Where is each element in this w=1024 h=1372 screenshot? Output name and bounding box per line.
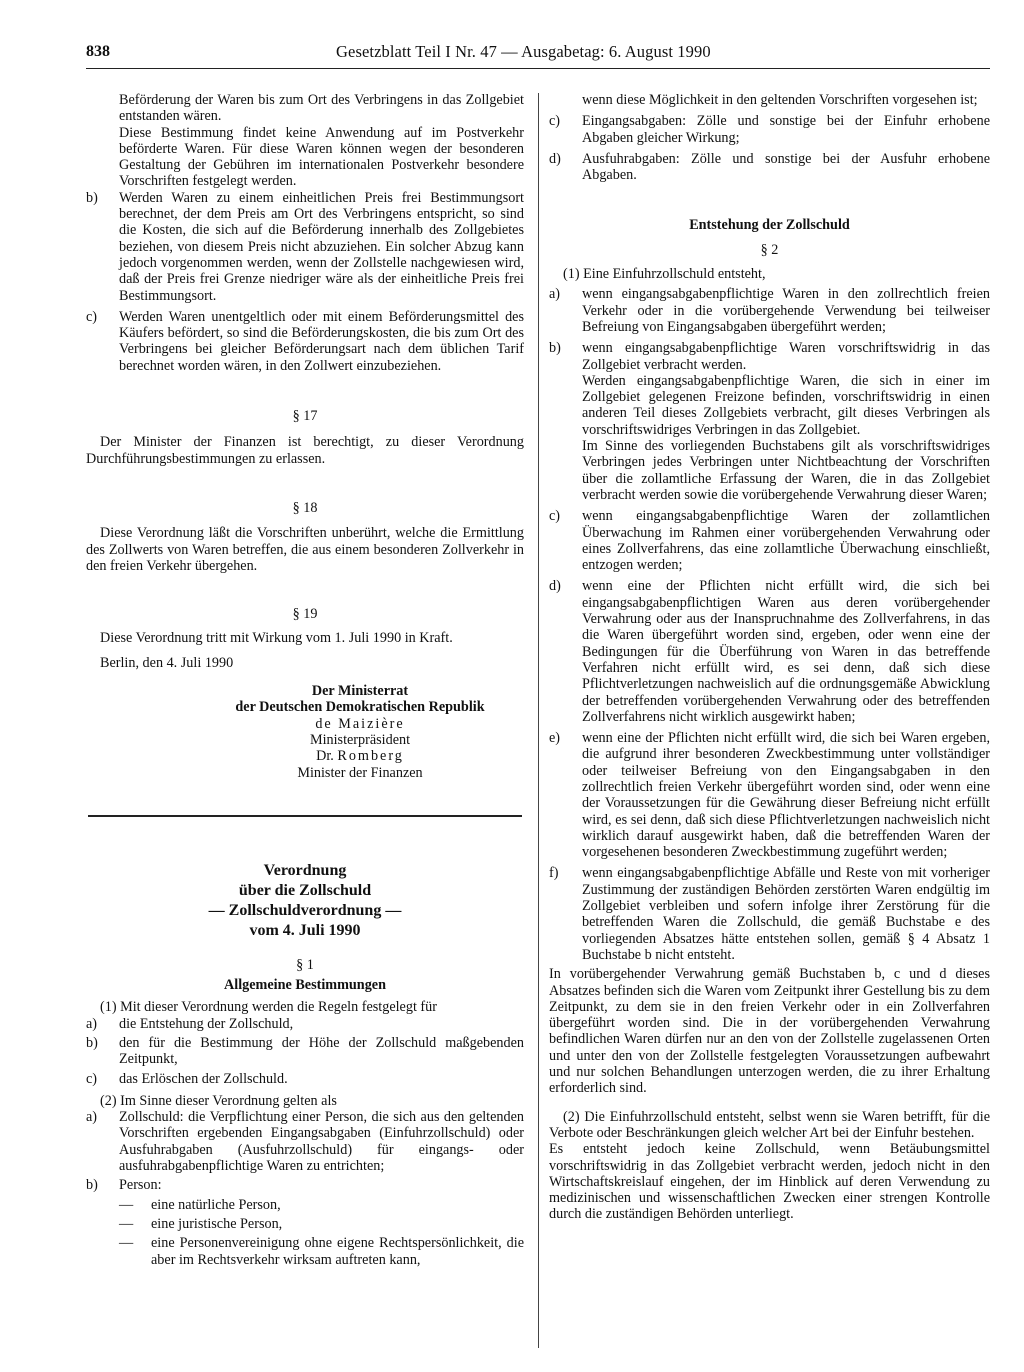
section-2-para-1: (1) Eine Einfuhrzollschuld entsteht, <box>563 266 766 283</box>
signature-name-2-surname: Romberg <box>337 748 404 765</box>
page-header <box>86 44 990 66</box>
item-b-para-2: Werden eingangsabgabenpflichtige Waren, die sich in einer im Zollgebiet gelegenen Freizone befinden, vorschriftswidrig in einen anderen Teil dieses Zollgebiets verbracht, gilt dieses Verbringen als vorschriftswidriges Verbringen in das Zollgebiet. <box>582 372 990 438</box>
item-label: c) <box>549 113 561 130</box>
list-item-c <box>549 113 990 146</box>
section-2-para-3: Es entsteht jedoch keine Zollschuld, wenn Betäubungsmittel vorschriftswidrig in das Zollgebiet verbracht werden, jedoch nicht in den Wirtschaftskreislauf eingehen, der im Hinblick auf deren Verwendung zu medizinischen und wissenschaftlichen Zwecken einer strengen Kontrolle durch die zuständigen Behörden unterliegt. <box>549 1141 990 1223</box>
ordinance-title-3: — Zollschuldverordnung — <box>208 901 402 919</box>
item-text <box>582 340 990 503</box>
dash-item <box>86 1197 524 1213</box>
item-label: c) <box>86 308 98 325</box>
item-label: a) <box>86 1015 98 1032</box>
column-divider <box>538 93 539 1348</box>
item-text: wenn eingangsabgabenpflichtige Abfälle und Reste von mit vorheriger Zustimmung der zuständigen Behörden zerstörten Waren endgültig im Zollgebiet verbleiben und sofern infolge ihrer Zerstörung für die betreffenden Waren die Zollschuld, die gemäß Buchstabe e des vorliegenden Absatzes hätte entstehen sollen, gemäß § 4 Absatz 1 Buchstabe b nicht entsteht. <box>582 865 990 963</box>
signature-name-2 <box>86 748 524 764</box>
dash-text: eine Personenvereinigung ohne eigene Rechtspersönlichkeit, die aber im Rechtsverkehr wirksam auftreten kann, <box>151 1235 524 1268</box>
item-text: das Erlöschen der Zollschuld. <box>119 1070 288 1087</box>
list-item-d <box>549 578 990 725</box>
list-item-f <box>549 865 990 963</box>
ordinance-title-1: Verordnung <box>263 861 347 879</box>
item-text: Werden Waren unentgeltlich oder mit einem Beförderungsmittel des Käufers befördert, so sind die Beförderungskosten, die bis zum Ort des Verbringens bei gleicher Beförderungsart nach dem üblichen Tarif berechnet worden wären, in den Zollwert einzubeziehen. <box>119 308 524 374</box>
item-text: wenn eingangsabgabenpflichtige Waren der zollamtlichen Überwachung im Rahmen einer vorübergehenden Verwahrung oder eines Zollverfahrens, das eine zollamtliche Überwachung einschließt, entzogen werden; <box>582 508 990 574</box>
signature-name-2-prefix: Dr. <box>316 748 334 765</box>
item-label: b) <box>86 1034 98 1051</box>
dash-item <box>86 1235 524 1268</box>
item-b-para-3: Im Sinne des vorliegenden Buchstabens gilt als vorschriftswidriges Verbringen jedes Verbringen unter Nichtbeachtung der Vorschriften über die zollamtliche Erfassung der Waren, die in das Zollgebiet verbracht werden sowie die vorübergehende Verwahrung dieser Waren; <box>582 438 990 503</box>
list-item-d <box>549 151 990 184</box>
item-label: c) <box>549 508 561 525</box>
section-17-heading: § 17 <box>292 408 318 425</box>
list-item-a <box>86 1016 524 1032</box>
item-label: e) <box>549 730 561 747</box>
list-item-c <box>86 1071 524 1087</box>
item-text: Eingangsabgaben: Zölle und sonstige bei der Einfuhr erhobene Abgaben gleicher Wirkung; <box>582 113 990 146</box>
section-2-para-2: (2) Die Einfuhrzollschuld entsteht, selbst wenn sie Waren betrifft, für die Verbote oder Beschränkungen gleich welcher Art bei der Einfuhr bestehen. <box>549 1108 990 1141</box>
item-label: c) <box>86 1070 98 1087</box>
left-column <box>86 92 524 1268</box>
list-item-b <box>86 190 524 304</box>
dash-marker: — <box>119 1196 134 1213</box>
list-item-b <box>549 340 990 503</box>
left-continuation-2: Diese Bestimmung findet keine Anwendung auf im Postverkehr beförderte Waren. Für diese Waren können wegen der besonderen Gestaltung der Gebühren im internationalen Postverkehr besondere Vorschriften festgelegt werden. <box>119 124 524 190</box>
page-number: 838 <box>86 43 110 60</box>
section-divider <box>88 815 522 817</box>
list-item-e <box>549 730 990 860</box>
section-1-title: Allgemeine Bestimmungen <box>224 977 386 994</box>
section-18-text: Diese Verordnung läßt die Vorschriften unberührt, welche die Ermittlung des Zollwerts von Waren betreffen, die aus einem besonderen Zollverkehr in den freien Verkehr übergehen. <box>86 525 524 574</box>
dash-item <box>86 1216 524 1232</box>
item-text: den für die Bestimmung der Höhe der Zollschuld maßgebenden Zeitpunkt, <box>119 1034 524 1068</box>
signature-block <box>86 683 524 781</box>
item-text: wenn eine der Pflichten nicht erfüllt wird, die sich bei Waren ergeben, die aufgrund ihrer besonderen Zweckbestimmung unter vollständiger oder teilweiser Befreiung von den Eingangsabgaben in den zollrechtlich freien Verkehr übergeführt worden sind, oder wenn eine der Voraussetzungen für die Gewährung dieser Befreiung nicht erfüllt wird, es sei denn, daß sich diese Pflichtverletzungen nachweislich nicht wirklich darauf ausgewirkt haben, daß die betreffenden Waren der vorgesehenen besonderen Zweckbestimmung zugeführt werden; <box>582 730 990 861</box>
dash-marker: — <box>119 1215 134 1232</box>
header-rule <box>86 68 990 69</box>
section-1-para-1: (1) Mit dieser Verordnung werden die Regeln festgelegt für <box>100 999 437 1016</box>
ordinance-title <box>86 861 524 941</box>
dash-marker: — <box>119 1235 134 1252</box>
item-label: d) <box>549 578 561 595</box>
item-text: Person: <box>119 1177 162 1194</box>
item-text: wenn eine der Pflichten nicht erfüllt wird, die sich bei eingangsabgabenpflichtigen Waren aus deren vorübergehender Verwahrung oder aus der Inanspruchnahme des Zollverfahrens, in das die Waren übergeführt worden sind, ergeben, oder wenn eine der Bedingungen für die Überführung von Waren in das betreffende Verfahren nicht erfüllt wird, es sei denn, daß sich diese Pflichtverletzungen nachweislich auf die ordnungsgemäße Abwicklung der betreffenden vorübergehenden Verwahrung oder des betreffenden Zollverfahrens nicht wirklich ausgewirkt haben; <box>582 578 990 725</box>
place-date: Berlin, den 4. Juli 1990 <box>100 654 234 671</box>
signature-role-2: Minister der Finanzen <box>297 764 423 781</box>
item-b-para-1: wenn eingangsabgabenpflichtige Waren vorschriftswidrig in das Zollgebiet verbracht werden. <box>582 340 990 373</box>
section-19-text: Diese Verordnung tritt mit Wirkung vom 1. Juli 1990 in Kraft. <box>100 630 453 647</box>
item-text: Zollschuld: die Verpflichtung einer Person, die sich aus den geltenden Vorschriften ergebenden Eingangsabgaben (Einfuhrzollschuld) oder Ausfuhrabgaben (Ausfuhrzollschuld) für eingangs- oder ausfuhrabgabenpflichtige Waren zu entrichten; <box>119 1109 524 1175</box>
list-item-a <box>86 1109 524 1174</box>
chapter-heading: Entstehung der Zollschuld <box>689 217 850 234</box>
section-19-heading: § 19 <box>292 606 318 623</box>
ordinance-title-2: über die Zollschuld <box>238 881 372 899</box>
section-18-heading: § 18 <box>292 499 318 516</box>
ordinance-title-4: vom 4. Juli 1990 <box>249 921 361 939</box>
signature-org-2: der Deutschen Demokratischen Republik <box>235 699 485 716</box>
section-1-para-2: (2) Im Sinne dieser Verordnung gelten als <box>100 1092 337 1109</box>
section-2-heading: § 2 <box>760 241 779 258</box>
left-continuation-1: Beförderung der Waren bis zum Ort des Verbringens in das Zollgebiet entstanden wären. <box>119 92 524 125</box>
signature-role-1: Ministerpräsident <box>309 731 411 748</box>
list-item-b <box>86 1177 524 1193</box>
right-continuation: wenn diese Möglichkeit in den geltenden Vorschriften vorgesehen ist; <box>582 92 978 108</box>
signature-name-1: de Maizière <box>315 715 405 732</box>
list-item-c <box>549 508 990 573</box>
list-item-a <box>549 286 990 335</box>
item-text: die Entstehung der Zollschuld, <box>119 1015 294 1032</box>
item-text: wenn eingangsabgabenpflichtige Waren in den zollrechtlich freien Verkehr oder in die vorübergehende Verwendung bei teilweiser Befreiung von Eingangsabgaben übergeführt werden; <box>582 286 990 335</box>
dash-text: eine natürliche Person, <box>151 1196 281 1213</box>
item-label: d) <box>549 150 561 167</box>
section-1-heading: § 1 <box>296 956 314 973</box>
list-item-c <box>86 309 524 374</box>
item-text: Werden Waren zu einem einheitlichen Preis frei Bestimmungsort berechnet, der dem Preis am Ort des Verbringens entspricht, so sind die Kosten, die sich auf die Beförderung innerhalb des Zollgebietes beziehen, von diesem Preis nicht abzuziehen. Ein solcher Abzug kann jedoch vorgenommen werden, wenn der Zollstelle nachgewiesen wird, daß der Preis frei Grenze niedriger wäre als der einheitliche Preis frei Bestimmungsort. <box>119 189 524 304</box>
item-label: a) <box>549 286 561 303</box>
running-head: Gesetzblatt Teil I Nr. 47 — Ausgabetag: 6. August 1990 <box>336 42 711 61</box>
item-label: f) <box>549 865 559 882</box>
dash-text: eine juristische Person, <box>151 1215 283 1232</box>
item-text: Ausfuhrabgaben: Zölle und sonstige bei der Ausfuhr erhobene Abgaben. <box>582 150 990 184</box>
item-label: b) <box>86 1177 98 1194</box>
signature-org-1: Der Ministerrat <box>311 683 409 700</box>
verwahrung-paragraph: In vorübergehender Verwahrung gemäß Buchstaben b, c und d dieses Absatzes befinden sich die Waren vom Zeitpunkt ihrer Gestellung bis zu dem Zeitpunkt, zu dem sie in den freien Verkehr oder in ein Zollverfahren übergeführt worden sind. Die in der vorübergehenden Verwahrung befindlichen Waren dürfen nur an den von der Zollstelle zugelassenen Orten und unter den von der Zollstelle festgelegten Voraussetzungen aufbewahrt und nur solchen Behandlungen unterzogen werden, die zu ihrer Erhaltung erforderlich sind. <box>549 966 990 1097</box>
list-item-b <box>86 1035 524 1068</box>
item-label: b) <box>86 189 98 206</box>
section-17-text: Der Minister der Finanzen ist berechtigt, zu dieser Verordnung Durchführungsbestimmungen zu erlassen. <box>86 434 524 467</box>
item-label: a) <box>86 1109 98 1126</box>
item-label: b) <box>549 340 561 357</box>
right-column <box>549 92 990 1223</box>
